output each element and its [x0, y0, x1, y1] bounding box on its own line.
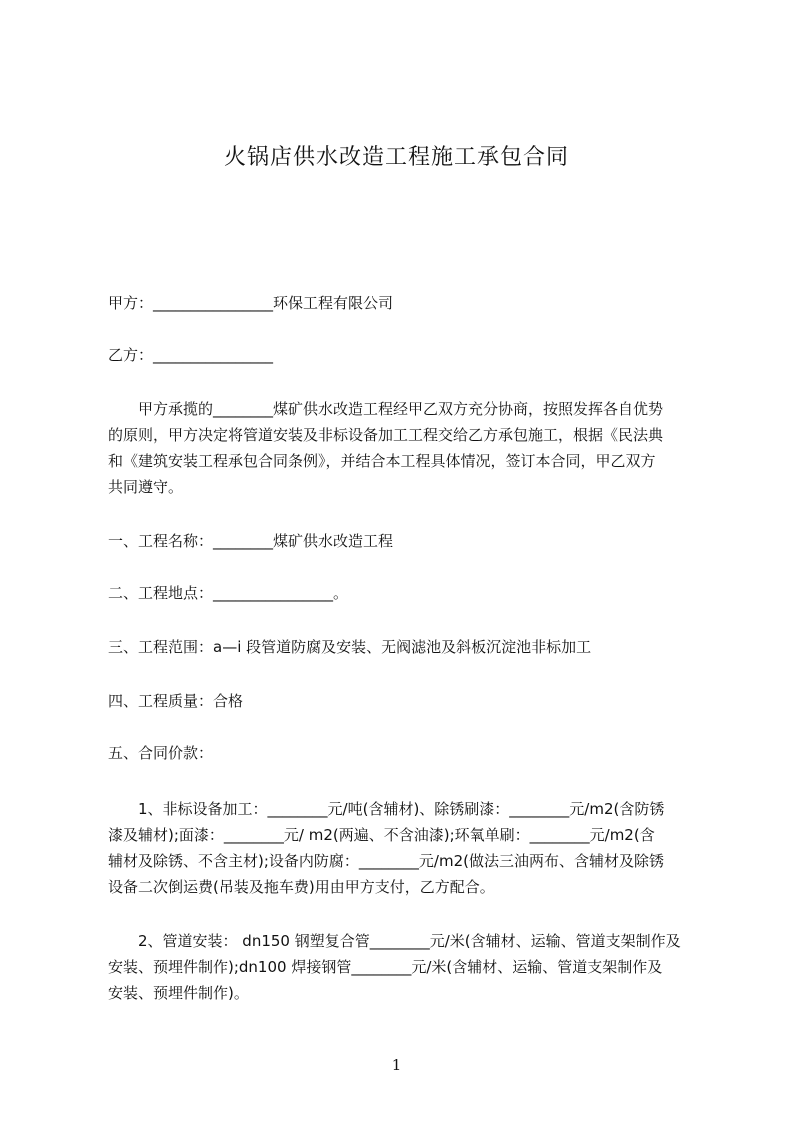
intro-paragraph	[108, 396, 713, 500]
price-item-1	[108, 796, 713, 900]
project-location: 二、工程地点：________________。	[108, 584, 349, 602]
price-item-2-line-2: 安装、预埋件制作);dn100 焊接钢管________元/米(含辅材、运输、管道支架制作及	[108, 958, 663, 976]
price-item-2-line-1: 2、管道安装： dn150 钢塑复合管________元/米(含辅材、运输、管道支架制作及	[138, 932, 681, 950]
intro-line-1: 甲方承揽的________煤矿供水改造工程经甲乙双方充分协商，按照发挥各自优势	[138, 400, 664, 418]
intro-line-2: 的原则，甲方决定将管道安装及非标设备加工工程交给乙方承包施工，根据《民法典	[108, 426, 664, 444]
price-item-2-line-3: 安装、预埋件制作)。	[108, 984, 249, 1002]
document-title: 火锅店供水改造工程施工承包合同	[223, 145, 569, 170]
price-item-2	[108, 928, 713, 1006]
price-item-1-line-4: 设备二次倒运费(吊装及拖车费)用由甲方支付，乙方配合。	[108, 878, 495, 896]
project-quality: 四、工程质量：合格	[108, 692, 244, 710]
price-item-1-line-1: 1、非标设备加工：________元/吨(含辅材)、除锈刷漆：________元/m2(含防锈	[138, 800, 665, 818]
project-name: 一、工程名称：________煤矿供水改造工程	[108, 532, 394, 550]
price-item-1-line-3: 辅材及除锈、不含主材);设备内防腐：________元/m2(做法三油两布、含辅材及除锈	[108, 852, 664, 870]
price-item-1-line-2: 漆及辅材);面漆：________元/ m2(两遍、不含油漆);环氧单刷：________元/m2(含	[108, 826, 655, 844]
party-a-line: 甲方：________________环保工程有限公司	[108, 294, 394, 312]
page-number: 1	[391, 1056, 402, 1074]
contract-price-heading: 五、合同价款：	[108, 744, 214, 762]
party-b-line: 乙方：________________	[108, 346, 274, 364]
intro-line-4: 共同遵守。	[108, 478, 184, 496]
project-scope: 三、工程范围：a—i 段管道防腐及安装、无阀滤池及斜板沉淀池非标加工	[108, 638, 592, 656]
intro-line-3: 和《建筑安装工程承包合同条例》，并结合本工程具体情况，签订本合同，甲乙双方	[108, 452, 656, 470]
